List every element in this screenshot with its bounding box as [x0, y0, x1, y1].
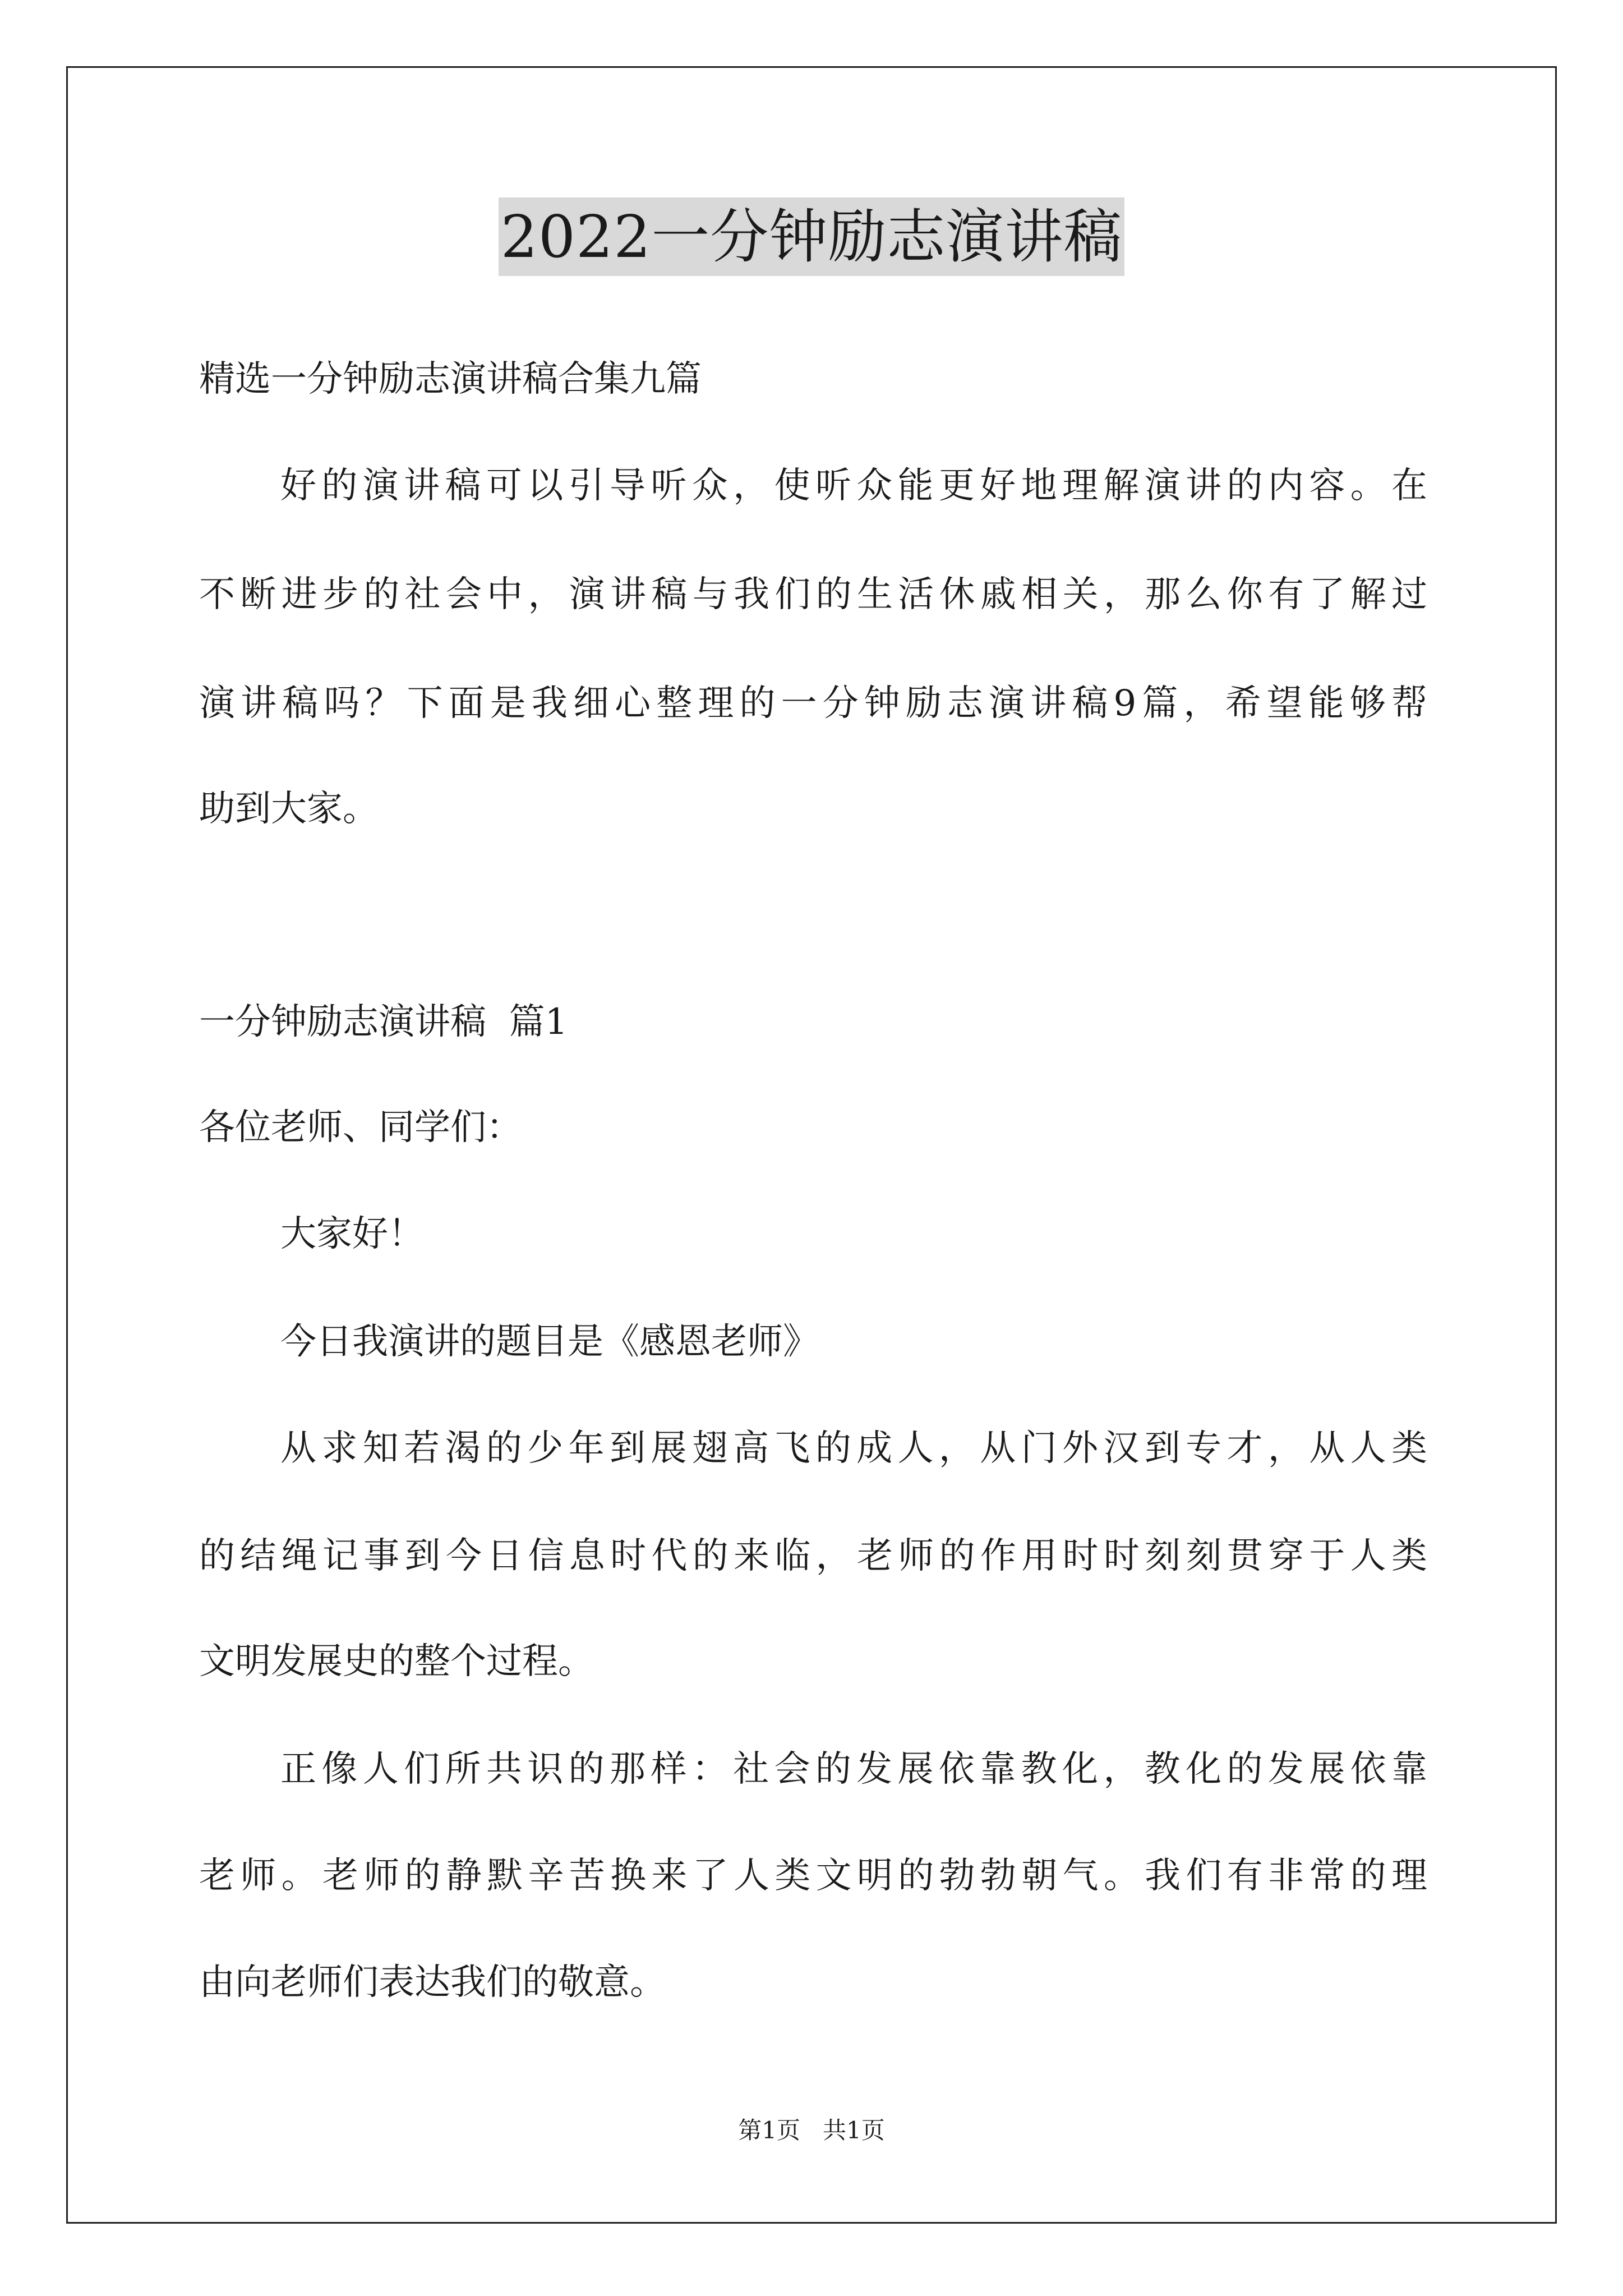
intro-line-1: 好的演讲稿可以引导听众，使听众能更好地理解演讲的内容。在 — [280, 465, 1427, 507]
para2-line-1: 正像人们所共识的那样：社会的发展依靠教化，教化的发展依靠 — [280, 1749, 1427, 1790]
para2-line-3: 由向老师们表达我们的敬意。 — [199, 1962, 666, 2003]
intro-line-4: 助到大家。 — [199, 788, 379, 830]
para1-line-3: 文明发展史的整个过程。 — [199, 1641, 594, 1682]
document-title: 2022一分钟励志演讲稿 — [499, 197, 1125, 276]
salutation: 各位老师、同学们： — [199, 1107, 522, 1148]
section-heading: 一分钟励志演讲稿 篇1 — [199, 1001, 568, 1043]
intro-line-2: 不断进步的社会中，演讲稿与我们的生活休戚相关，那么你有了解过 — [199, 574, 1427, 615]
greeting: 大家好！ — [280, 1213, 424, 1255]
para1-line-1: 从求知若渴的少年到展翅高飞的成人，从门外汉到专才，从人类 — [280, 1428, 1427, 1469]
para2-line-2: 老师。老师的静默辛苦换来了人类文明的勃勃朝气。我们有非常的理 — [199, 1855, 1427, 1897]
intro-line-3: 演讲稿吗？下面是我细心整理的一分钟励志演讲稿9篇，希望能够帮 — [199, 683, 1427, 724]
page-number-footer: 第1页 共1页 — [738, 2116, 885, 2144]
title-container — [0, 197, 1623, 276]
para1-line-2: 的结绳记事到今日信息时代的来临，老师的作用时时刻刻贯穿于人类 — [199, 1535, 1427, 1577]
speech-topic: 今日我演讲的题目是《感恩老师》 — [280, 1321, 819, 1363]
document-subtitle: 精选一分钟励志演讲稿合集九篇 — [199, 358, 702, 400]
